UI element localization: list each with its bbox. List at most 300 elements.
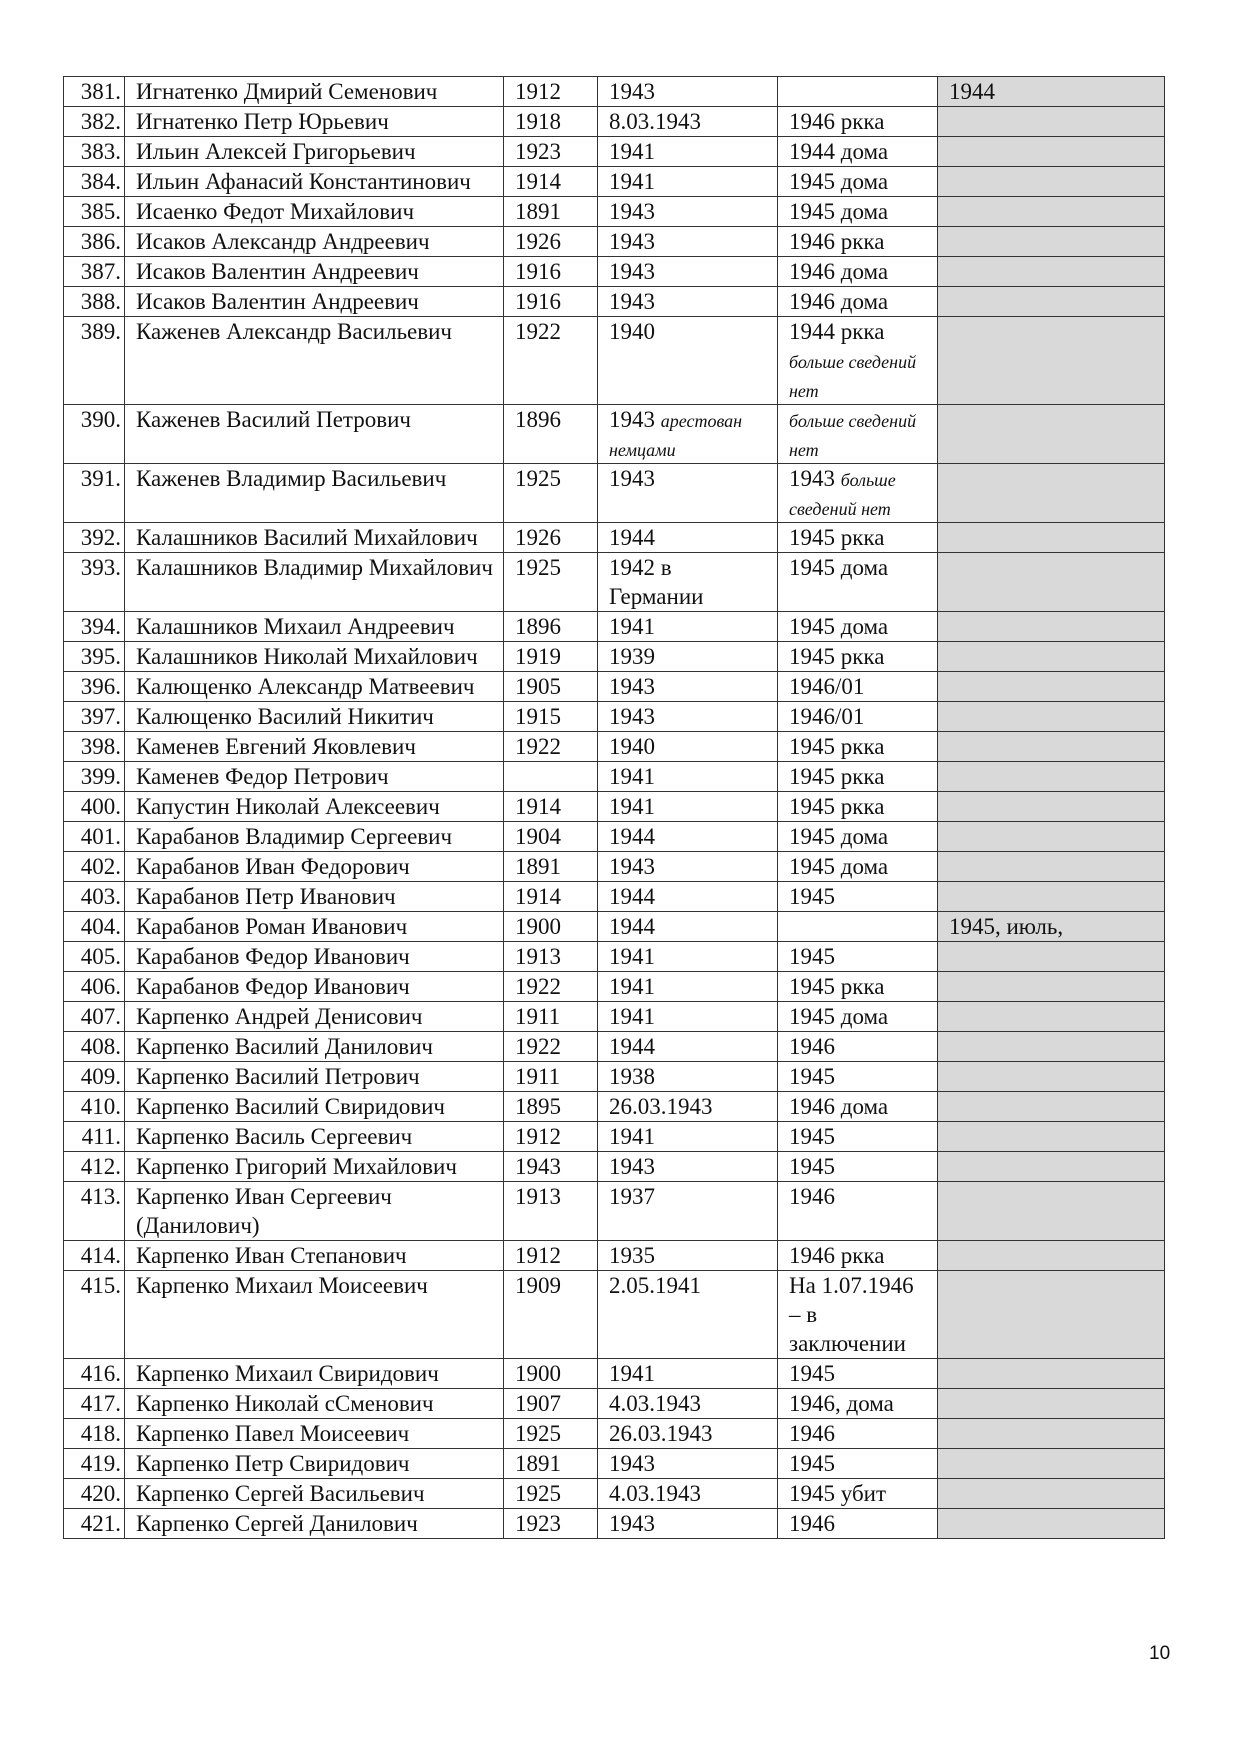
status-cell-text: 1945 ркка (789, 644, 885, 669)
row-number-cell-text: 396. (80, 674, 121, 699)
status-cell (778, 1389, 938, 1419)
birth-year-cell-text: 1923 (515, 139, 561, 164)
name-cell (125, 1062, 504, 1092)
birth-year-cell (504, 1152, 598, 1182)
table-row (64, 612, 1165, 642)
date-cell (598, 553, 778, 612)
row-number-cell (64, 1419, 125, 1449)
row-number-cell-text: 406. (80, 974, 121, 999)
row-number-cell-text: 392. (80, 525, 121, 550)
row-number-cell-text: 382. (80, 109, 121, 134)
date-cell (598, 464, 778, 523)
birth-year-cell-text: 1926 (515, 229, 561, 254)
date-cell (598, 1241, 778, 1271)
extra-cell (938, 523, 1165, 553)
date-cell (598, 942, 778, 972)
status-cell (778, 1419, 938, 1449)
name-cell-text: Калашников Владимир Михайлович (136, 555, 493, 580)
extra-cell (938, 942, 1165, 972)
birth-year-cell (504, 317, 598, 405)
name-cell-text: Ильин Алексей Григорьевич (136, 139, 416, 164)
name-cell-text: Карпенко Михаил Свиридович (136, 1361, 439, 1386)
extra-cell (938, 317, 1165, 405)
name-cell (125, 822, 504, 852)
table-row (64, 702, 1165, 732)
birth-year-cell-text: 1925 (515, 466, 561, 491)
status-cell-text: 1946 (789, 1034, 835, 1059)
table-row (64, 1002, 1165, 1032)
birth-year-cell (504, 912, 598, 942)
status-cell (778, 197, 938, 227)
birth-year-cell-text: 1923 (515, 1511, 561, 1536)
name-cell (125, 1152, 504, 1182)
name-cell (125, 642, 504, 672)
name-cell-text: Карабанов Федор Иванович (136, 974, 410, 999)
status-cell-text: 1945 ркка (789, 734, 885, 759)
status-cell-text: 1946/01 (789, 674, 865, 699)
status-cell (778, 464, 938, 523)
row-number-cell-text: 403. (80, 884, 121, 909)
status-cell (778, 287, 938, 317)
note-text: больше сведений нет (789, 470, 896, 519)
row-number-cell (64, 197, 125, 227)
table-row (64, 732, 1165, 762)
extra-cell (938, 1509, 1165, 1539)
birth-year-cell (504, 792, 598, 822)
table-row (64, 137, 1165, 167)
date-cell-text: 1943 (609, 259, 655, 284)
date-cell (598, 227, 778, 257)
status-cell-text: 1945 (789, 884, 835, 909)
birth-year-cell-text: 1896 (515, 614, 561, 639)
name-cell-text: Калашников Василий Михайлович (136, 525, 478, 550)
extra-cell (938, 1449, 1165, 1479)
date-cell-text: 1943 (609, 466, 655, 491)
birth-year-cell (504, 1062, 598, 1092)
date-cell (598, 1122, 778, 1152)
status-cell (778, 612, 938, 642)
name-cell-text: Карпенко Григорий Михайлович (136, 1154, 457, 1179)
status-cell-text: На 1.07.1946 – в заключении (789, 1273, 914, 1356)
birth-year-cell-text: 1922 (515, 319, 561, 344)
birth-year-cell (504, 882, 598, 912)
row-number-cell (64, 1092, 125, 1122)
row-number-cell-text: 394. (80, 614, 121, 639)
name-cell-text: Ильин Афанасий Константинович (136, 169, 471, 194)
date-cell-text: 1943 (609, 674, 655, 699)
birth-year-cell (504, 405, 598, 464)
birth-year-cell (504, 852, 598, 882)
row-number-cell (64, 1509, 125, 1539)
table-row (64, 464, 1165, 523)
name-cell-text: Карпенко Сергей Данилович (136, 1511, 418, 1536)
row-number-cell (64, 317, 125, 405)
note-text: больше сведений нет (789, 352, 917, 401)
birth-year-cell (504, 612, 598, 642)
extra-cell (938, 464, 1165, 523)
row-number-cell (64, 972, 125, 1002)
row-number-cell-text: 389. (80, 319, 121, 344)
table-row (64, 1419, 1165, 1449)
name-cell (125, 792, 504, 822)
date-cell-text: 1938 (609, 1064, 655, 1089)
birth-year-cell (504, 1419, 598, 1449)
birth-year-cell (504, 1241, 598, 1271)
date-cell (598, 257, 778, 287)
date-cell (598, 317, 778, 405)
date-cell-text: 1941 (609, 764, 655, 789)
row-number-cell (64, 167, 125, 197)
row-number-cell-text: 415. (80, 1273, 121, 1298)
row-number-cell (64, 1062, 125, 1092)
status-cell (778, 1182, 938, 1241)
date-cell-text: 4.03.1943 (609, 1481, 701, 1506)
row-number-cell-text: 418. (80, 1421, 121, 1446)
extra-cell (938, 553, 1165, 612)
row-number-cell-text: 409. (80, 1064, 121, 1089)
status-cell-text: 1945 убит (789, 1481, 887, 1506)
status-cell (778, 972, 938, 1002)
row-number-cell-text: 385. (80, 199, 121, 224)
status-cell (778, 1122, 938, 1152)
date-cell (598, 702, 778, 732)
status-cell (778, 1032, 938, 1062)
row-number-cell (64, 1449, 125, 1479)
row-number-cell (64, 1271, 125, 1359)
name-cell-text: Калашников Николай Михайлович (136, 644, 478, 669)
table-row (64, 257, 1165, 287)
status-cell (778, 852, 938, 882)
table-row (64, 1449, 1165, 1479)
name-cell-text: Карабанов Роман Иванович (136, 914, 408, 939)
date-cell (598, 732, 778, 762)
birth-year-cell (504, 464, 598, 523)
date-cell (598, 882, 778, 912)
row-number-cell-text: 387. (80, 259, 121, 284)
birth-year-cell (504, 1002, 598, 1032)
row-number-cell (64, 762, 125, 792)
name-cell (125, 1032, 504, 1062)
extra-cell (938, 77, 1165, 107)
date-cell (598, 1419, 778, 1449)
status-cell-text: 1946 (789, 1511, 835, 1536)
birth-year-cell-text: 1914 (515, 884, 561, 909)
row-number-cell-text: 393. (80, 555, 121, 580)
row-number-cell (64, 107, 125, 137)
date-cell-text: 1943 (609, 854, 655, 879)
row-number-cell (64, 287, 125, 317)
date-cell (598, 1359, 778, 1389)
row-number-cell (64, 882, 125, 912)
table-row (64, 1271, 1165, 1359)
birth-year-cell (504, 1182, 598, 1241)
table-row (64, 912, 1165, 942)
birth-year-cell (504, 167, 598, 197)
row-number-cell-text: 407. (80, 1004, 121, 1029)
name-cell-text: Карпенко Василий Данилович (136, 1034, 433, 1059)
birth-year-cell-text: 1912 (515, 1243, 561, 1268)
row-number-cell (64, 1002, 125, 1032)
extra-cell (938, 197, 1165, 227)
status-cell (778, 227, 938, 257)
birth-year-cell (504, 553, 598, 612)
row-number-cell-text: 408. (80, 1034, 121, 1059)
extra-cell (938, 822, 1165, 852)
row-number-cell (64, 702, 125, 732)
status-cell (778, 317, 938, 405)
date-cell (598, 287, 778, 317)
birth-year-cell (504, 137, 598, 167)
row-number-cell (64, 1479, 125, 1509)
row-number-cell-text: 400. (80, 794, 121, 819)
status-cell (778, 1062, 938, 1092)
birth-year-cell-text: 1922 (515, 974, 561, 999)
birth-year-cell-text: 1913 (515, 944, 561, 969)
birth-year-cell-text: 1925 (515, 1421, 561, 1446)
date-cell (598, 197, 778, 227)
date-cell (598, 405, 778, 464)
status-cell (778, 942, 938, 972)
status-cell (778, 553, 938, 612)
name-cell (125, 405, 504, 464)
status-cell (778, 1271, 938, 1359)
birth-year-cell-text: 1915 (515, 704, 561, 729)
status-cell (778, 1509, 938, 1539)
name-cell-text: Карпенко Иван Сергеевич (Данилович) (136, 1184, 392, 1238)
birth-year-cell-text: 1926 (515, 525, 561, 550)
date-cell-text: 1941 (609, 974, 655, 999)
name-cell-text: Карпенко Николай сСменович (136, 1391, 434, 1416)
date-cell (598, 1092, 778, 1122)
table-row (64, 972, 1165, 1002)
birth-year-cell-text: 1922 (515, 734, 561, 759)
row-number-cell-text: 419. (80, 1451, 121, 1476)
name-cell-text: Каженев Владимир Васильевич (136, 466, 447, 491)
row-number-cell-text: 405. (80, 944, 121, 969)
row-number-cell-text: 416. (80, 1361, 121, 1386)
name-cell (125, 882, 504, 912)
date-cell-text: 1943 (609, 79, 655, 104)
date-cell (598, 762, 778, 792)
birth-year-cell-text: 1913 (515, 1184, 561, 1209)
birth-year-cell (504, 732, 598, 762)
status-cell-text: 1945 дома (789, 854, 889, 879)
status-cell (778, 523, 938, 553)
date-cell-text: 1944 (609, 525, 655, 550)
birth-year-cell-text: 1905 (515, 674, 561, 699)
name-cell (125, 1389, 504, 1419)
table-row (64, 852, 1165, 882)
date-cell-text: 1940 (609, 319, 655, 344)
date-cell (598, 1062, 778, 1092)
date-cell-text: 1944 (609, 914, 655, 939)
row-number-cell-text: 399. (80, 764, 121, 789)
name-cell (125, 257, 504, 287)
date-cell (598, 612, 778, 642)
status-cell (778, 167, 938, 197)
birth-year-cell-text: 1919 (515, 644, 561, 669)
status-cell-text: 1945 (789, 1361, 835, 1386)
date-cell (598, 672, 778, 702)
birth-year-cell-text: 1909 (515, 1273, 561, 1298)
birth-year-cell-text: 1925 (515, 1481, 561, 1506)
birth-year-cell-text: 1916 (515, 259, 561, 284)
birth-year-cell (504, 1032, 598, 1062)
extra-cell (938, 1152, 1165, 1182)
date-cell-text: 1944 (609, 884, 655, 909)
row-number-cell (64, 464, 125, 523)
extra-cell (938, 1419, 1165, 1449)
row-number-cell (64, 912, 125, 942)
row-number-cell-text: 384. (80, 169, 121, 194)
birth-year-cell-text: 1911 (515, 1004, 561, 1029)
status-cell-text: 1943 (789, 466, 835, 491)
name-cell (125, 1419, 504, 1449)
row-number-cell-text: 401. (80, 824, 121, 849)
birth-year-cell (504, 1092, 598, 1122)
date-cell-text: 1941 (609, 1361, 655, 1386)
name-cell (125, 1449, 504, 1479)
name-cell (125, 1122, 504, 1152)
extra-cell-text: 1944 (949, 79, 995, 104)
date-cell (598, 107, 778, 137)
name-cell (125, 612, 504, 642)
extra-cell (938, 912, 1165, 942)
status-cell-text: 1945 (789, 1124, 835, 1149)
table-row (64, 1389, 1165, 1419)
name-cell-text: Карпенко Василь Сергеевич (136, 1124, 413, 1149)
status-cell-text: 1946 дома (789, 1094, 889, 1119)
extra-cell (938, 1092, 1165, 1122)
birth-year-cell (504, 822, 598, 852)
status-cell-text: 1945 дома (789, 555, 889, 580)
status-cell (778, 405, 938, 464)
name-cell (125, 852, 504, 882)
birth-year-cell (504, 1271, 598, 1359)
status-cell-text: 1946, дома (789, 1391, 894, 1416)
name-cell (125, 137, 504, 167)
birth-year-cell-text: 1912 (515, 79, 561, 104)
date-cell (598, 642, 778, 672)
table-row (64, 822, 1165, 852)
row-number-cell-text: 412. (80, 1154, 121, 1179)
date-cell-text: 1943 (609, 704, 655, 729)
status-cell-text: 1946/01 (789, 704, 865, 729)
status-cell-text: 1945 (789, 1451, 835, 1476)
row-number-cell-text: 388. (80, 289, 121, 314)
extra-cell (938, 1182, 1165, 1241)
birth-year-cell (504, 762, 598, 792)
birth-year-cell-text: 1904 (515, 824, 561, 849)
name-cell (125, 762, 504, 792)
row-number-cell (64, 642, 125, 672)
date-cell-text: 1942 в Германии (609, 555, 704, 609)
extra-cell (938, 1389, 1165, 1419)
birth-year-cell-text: 1907 (515, 1391, 561, 1416)
table-row (64, 287, 1165, 317)
row-number-cell (64, 257, 125, 287)
name-cell (125, 1002, 504, 1032)
status-cell-text: 1946 ркка (789, 109, 885, 134)
row-number-cell (64, 523, 125, 553)
row-number-cell (64, 1152, 125, 1182)
birth-year-cell-text: 1891 (515, 199, 561, 224)
extra-cell (938, 702, 1165, 732)
name-cell (125, 464, 504, 523)
extra-cell (938, 1359, 1165, 1389)
name-cell-text: Игнатенко Петр Юрьевич (136, 109, 389, 134)
row-number-cell-text: 386. (80, 229, 121, 254)
date-cell (598, 1449, 778, 1479)
birth-year-cell (504, 1479, 598, 1509)
status-cell (778, 792, 938, 822)
birth-year-cell-text: 1891 (515, 854, 561, 879)
row-number-cell-text: 383. (80, 139, 121, 164)
table-row (64, 942, 1165, 972)
extra-cell (938, 107, 1165, 137)
birth-year-cell-text: 1900 (515, 1361, 561, 1386)
date-cell (598, 1389, 778, 1419)
extra-cell (938, 732, 1165, 762)
name-cell (125, 1271, 504, 1359)
birth-year-cell-text: 1912 (515, 1124, 561, 1149)
row-number-cell-text: 398. (80, 734, 121, 759)
date-cell-text: 1941 (609, 614, 655, 639)
birth-year-cell (504, 287, 598, 317)
date-cell (598, 137, 778, 167)
name-cell (125, 553, 504, 612)
name-cell (125, 912, 504, 942)
table-row (64, 1509, 1165, 1539)
name-cell-text: Капустин Николай Алексеевич (136, 794, 440, 819)
birth-year-cell (504, 523, 598, 553)
status-cell (778, 732, 938, 762)
status-cell-text: 1946 (789, 1421, 835, 1446)
birth-year-cell (504, 942, 598, 972)
row-number-cell-text: 390. (80, 407, 121, 432)
name-cell-text: Карабанов Иван Федорович (136, 854, 410, 879)
row-number-cell-text: 414. (80, 1243, 121, 1268)
row-number-cell (64, 137, 125, 167)
date-cell (598, 792, 778, 822)
table-row (64, 1122, 1165, 1152)
birth-year-cell-text: 1914 (515, 169, 561, 194)
birth-year-cell-text: 1943 (515, 1154, 561, 1179)
row-number-cell (64, 612, 125, 642)
birth-year-cell-text: 1914 (515, 794, 561, 819)
date-cell-text: 1941 (609, 944, 655, 969)
name-cell (125, 1479, 504, 1509)
birth-year-cell-text: 1900 (515, 914, 561, 939)
date-cell-text: 2.05.1941 (609, 1273, 701, 1298)
birth-year-cell (504, 197, 598, 227)
name-cell-text: Карпенко Андрей Денисович (136, 1004, 423, 1029)
status-cell (778, 762, 938, 792)
row-number-cell (64, 822, 125, 852)
birth-year-cell-text: 1918 (515, 109, 561, 134)
row-number-cell (64, 553, 125, 612)
row-number-cell (64, 1241, 125, 1271)
extra-cell (938, 405, 1165, 464)
status-cell (778, 822, 938, 852)
birth-year-cell (504, 972, 598, 1002)
name-cell-text: Карпенко Петр Свиридович (136, 1451, 410, 1476)
birth-year-cell-text: 1895 (515, 1094, 561, 1119)
date-cell-text: 1943 (609, 407, 655, 432)
status-cell-text: 1945 дома (789, 614, 889, 639)
status-cell-text: 1946 дома (789, 289, 889, 314)
name-cell-text: Исаков Валентин Андреевич (136, 259, 419, 284)
